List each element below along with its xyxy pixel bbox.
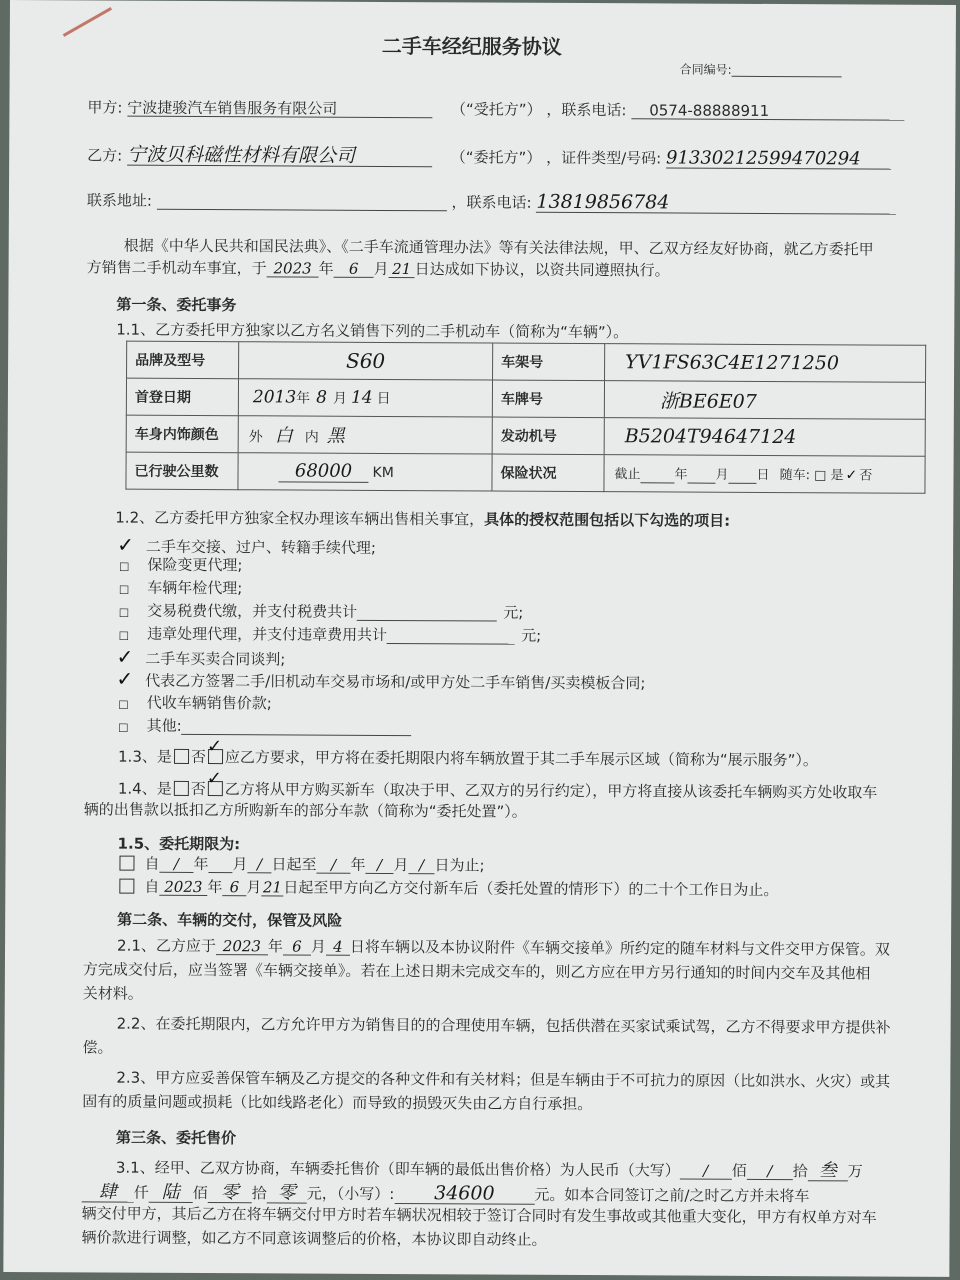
party-b-row: 乙方: 宁波贝科磁性材料有限公司 （“委托方”） ，证件类型/号码: 91330212599470294: [87, 145, 891, 169]
contact-row: 联系地址: ，联系电话: 13819856784: [87, 190, 897, 214]
list-item: □ 交易税费代缴，并支付税费共计 元;: [118, 601, 524, 622]
list-item: □ 保险变更代理;: [119, 555, 243, 575]
article-2-title: 第二条、车辆的交付，保管及风险: [117, 910, 343, 930]
plate-value: 浙BE6E07: [604, 381, 925, 420]
party-b-name: 宁波贝科磁性材料有限公司: [127, 146, 432, 168]
clause-2-2: 2.2、在委托期限内，乙方允许甲方为销售目的的合理使用车辆，包括供潜在买家试乘试驾，乙方不得要求甲方提供补: [116, 1014, 891, 1037]
page-title: 二手车经纪服务协议: [381, 33, 562, 59]
party-b-id: 91330212599470294: [666, 149, 891, 169]
clause-3-1-amount: 肆 仟 陆 佰 零 拾 零 元，（小写）: 34600 元。如本合同签订之前/之时乙方并未将车: [82, 1182, 810, 1206]
clause-2-1: 2.1、乙方应于 2023 年 6 月 4 日将车辆以及本协议附件《车辆交接单》所约定的随车材料与文件交甲方保管。双: [117, 936, 890, 959]
table-row: 已行驶公里数 68000 KM 保险状况 截止 年 月 日 随车: □ 是 ✓ 否: [126, 452, 925, 493]
article-3-title: 第三条、委托售价: [115, 1128, 237, 1148]
clause-2-1-end: 关材料。: [82, 984, 143, 1003]
vehicle-table: [125, 341, 926, 494]
clause-2-1-cont: 方完成交付后，应当签署《车辆交接单》。若在上述日期未完成交车的，则乙方应在甲方另行通知的时间内交车及其他相: [82, 960, 871, 983]
check-mark-icon: ✓: [116, 666, 134, 691]
term-row-2: 自 2023 年 6 月21日起至甲方向乙方交付新车后（委托处置的情形下）的二十个工作日为止。: [117, 879, 778, 899]
clause-1-5: 1.5、委托期限为:: [117, 834, 241, 854]
clause-2-3: 2.3、甲方应妥善保管车辆及乙方提交的各种文件和有关材料；但是车辆由于不可抗力的原因（比如洪水、火灾）或其: [116, 1068, 891, 1091]
clause-2-2-cont: 偿。: [82, 1038, 113, 1057]
engine-value: B5204T94647124: [604, 418, 925, 457]
clause-1-4-cont: 辆的出售款以抵扣乙方所购新车的部分车款（简称为“委托处置”）。: [83, 800, 527, 821]
table-row: 品牌及型号 S60 车架号 YV1FS63C4E1271250: [127, 341, 926, 382]
list-item: ✓ 二手车买卖合同谈判;: [116, 644, 286, 669]
clause-2-3-cont: 固有的质量问题或损耗（比如线路老化）而导致的损毁灭失由乙方自行承担。: [82, 1092, 593, 1114]
clause-1-3: 1.3、是 否 ✓ 应乙方要求，甲方将在委托期限内将车辆放置于其二手车展示区域（简称为“展示服务”）。: [117, 736, 818, 770]
preamble-line2: 方销售二手机动车事宜，于 2023 年 6 月 21 日达成如下协议，以资共同遵照执行。: [86, 258, 670, 280]
clause-1-2: 1.2、乙方委托甲方独家全权办理该车辆出售相关事宜，具体的授权范围包括以下勾选的项目:: [115, 508, 731, 530]
clause-1-1: 1.1、乙方委托甲方独家以乙方名义销售下列的二手机动车（简称为“车辆”）。: [116, 320, 629, 342]
clause-1-4: 1.4、是 否 ✓ 乙方将从甲方购买新车（取决于甲、乙双方的另行约定），甲方将直接从该委托车辆购买方处收取车: [117, 768, 878, 802]
reg-date-value: 2013年 8 月 14 日: [238, 379, 492, 417]
list-item: □ 违章处理代理，并支付违章费用共计 元;: [118, 624, 542, 645]
pen-mark: [63, 7, 112, 37]
list-item: ✓ 代表乙方签署二手/旧机动车交易市场和/或甲方处二手车销售/买卖模板合同;: [116, 666, 646, 693]
contract-page: [3, 0, 956, 1277]
list-item: □ 其他:: [118, 719, 412, 737]
preamble-line1: 根据《中华人民共和国民法典》、《二手车流通管理办法》等有关法律法规，甲、乙双方经友好协商，就乙方委托甲: [123, 236, 874, 259]
list-item: □ 车辆年检代理;: [118, 578, 243, 598]
party-a-phone: 0574-88888911: [631, 103, 904, 120]
vin-value: YV1FS63C4E1271250: [605, 344, 926, 383]
term-row-1: 自 / 年 月 / 日起至 / 年 / 月 / 日为止;: [117, 856, 484, 875]
insurance-value: 截止 年 月 日 随车: □ 是 ✓ 否: [604, 455, 925, 494]
article-1-title: 第一条、委托事务: [116, 295, 237, 315]
party-a-row: 甲方: 宁波捷骏汽车销售服务有限公司 （“受托方”） ，联系电话: 0574-88888911: [87, 100, 904, 120]
party-b-phone: 13819856784: [536, 193, 896, 215]
table-row: 车身内饰颜色 外 白 内 黑 发动机号 B5204T94647124: [126, 415, 925, 456]
table-row: 首登日期 2013年 8 月 14 日 车牌号 浙BE6E07: [126, 378, 925, 419]
contract-number: 合同编号:: [680, 64, 842, 78]
check-mark-icon: ✓: [116, 644, 134, 669]
brand-value: S60: [239, 342, 493, 380]
clause-3-1-cont: 辆交付甲方，其后乙方在将车辆交付甲方时若车辆状况相较于签订合同时有发生事故或其他重大变化，甲方有权单方对车: [81, 1204, 877, 1227]
clause-3-1-end: 辆价款进行调整，如乙方不同意该调整后的价格，本协议即自动终止。: [81, 1228, 547, 1249]
list-item: ✓ 二手车交接、过户、转籍手续代理;: [117, 532, 377, 557]
km-value: 68000 KM: [238, 453, 492, 491]
clause-3-1: 3.1、经甲、乙双方协商，车辆委托售价（即车辆的最低出售价格）为人民币（大写） / 佰 / 拾 叁 万: [115, 1158, 863, 1182]
color-value: 外 白 内 黑: [238, 416, 492, 454]
check-mark-icon: ✓: [117, 532, 134, 557]
list-item: □ 代收车辆销售价款;: [118, 693, 272, 713]
party-a-name: 宁波捷骏汽车销售服务有限公司: [127, 101, 432, 119]
